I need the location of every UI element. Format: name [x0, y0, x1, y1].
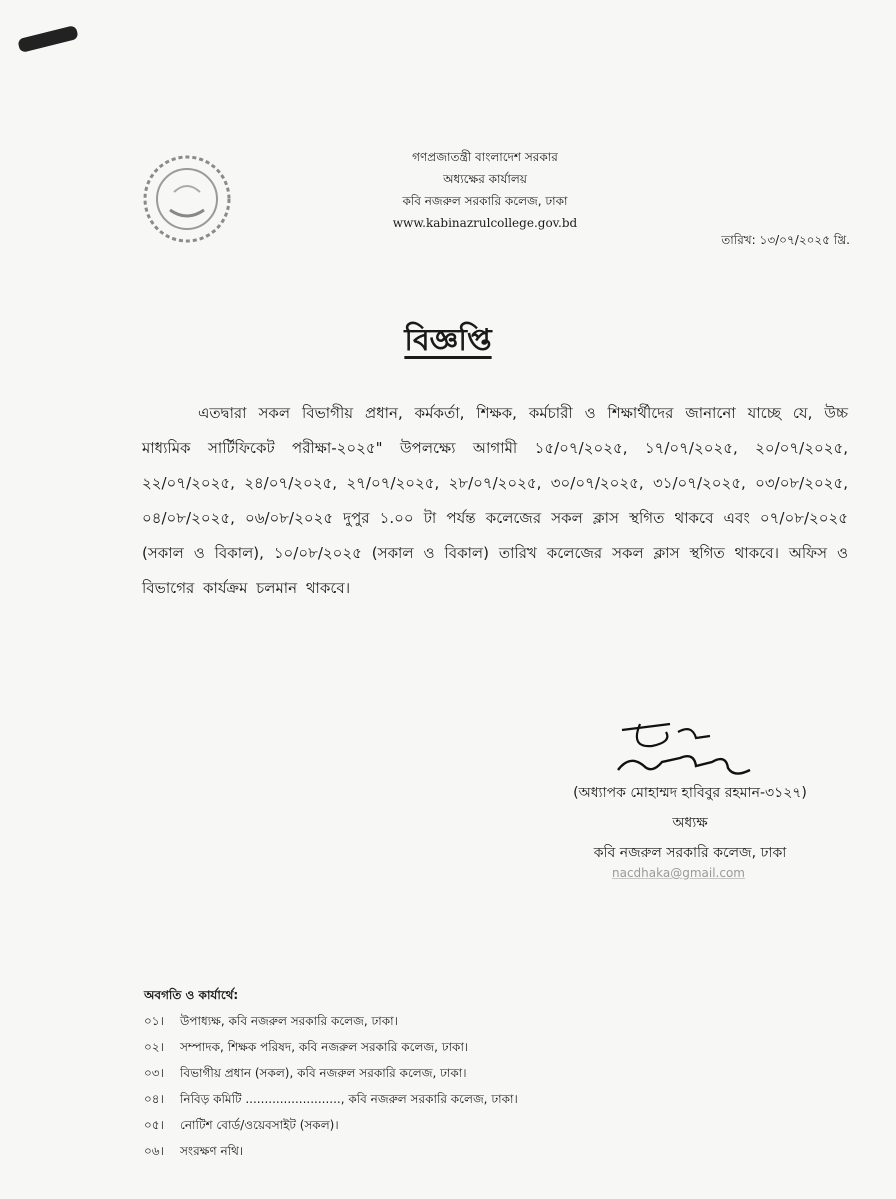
cc-title: অবগতি ও কার্যার্থে: [144, 988, 239, 1002]
list-item [144, 1008, 518, 1034]
cc-item-text: নোটিশ বোর্ড/ওয়েবসাইট (সকল)। [180, 1118, 339, 1132]
notice-title-wrap [0, 316, 896, 367]
signatory-name: (অধ্যাপক মোহাম্মদ হাবিবুর রহমান-৩১২৭) [573, 785, 807, 801]
notice-title: বিজ্ঞপ্তি [404, 323, 492, 358]
list-item [144, 1112, 518, 1138]
header-website: www.kabinazrulcollege.gov.bd [392, 216, 578, 230]
office-header [300, 146, 670, 234]
list-item [144, 1060, 518, 1086]
cc-list [144, 982, 518, 1164]
email-address: nacdhaka@gmail.com [612, 866, 745, 880]
header-government: গণপ্রজাতন্ত্রী বাংলাদেশ সরকার [412, 150, 558, 164]
cc-item-number: ০৪। [144, 1092, 164, 1106]
cc-item-text: সম্পাদক, শিক্ষক পরিষদ, কবি নজরুল সরকারি কলেজ, ঢাকা। [180, 1040, 469, 1054]
list-item [144, 1086, 518, 1112]
government-seal-icon [140, 152, 234, 246]
list-item [144, 1138, 518, 1164]
cc-item-number: ০২। [144, 1040, 164, 1054]
header-office: অধ্যক্ষের কার্যালয় [443, 172, 527, 186]
signatory-institution: কবি নজরুল সরকারি কলেজ, ঢাকা [593, 845, 787, 861]
cc-item-number: ০৫। [144, 1118, 164, 1132]
signatory-designation: অধ্যক্ষ [672, 815, 708, 831]
notice-body: এতদ্বারা সকল বিভাগীয় প্রধান, কর্মকর্তা, শিক্ষক, কর্মচারী ও শিক্ষার্থীদের জানানো যাচ্ছে যে, উচ্চ মাধ্যমিক সার্টিফিকেট পরীক্ষা-২০২৫" উপলক্ষ্যে আগামী ১৫/০৭/২০২৫, ১৭/০৭/২০২৫, ২০/০৭/২০২৫, ২২/০৭/২০২৫, ২৪/০৭/২০২৫, ২৭/০৭/২০২৫, ২৮/০৭/২০২৫, ৩০/০৭/২০২৫, ৩১/০৭/২০২৫, ০৩/০৮/২০২৫, ০৪/০৮/২০২৫, ০৬/০৮/২০২৫ দুপুর ১.০০ টা পর্যন্ত কলেজের সকল ক্লাস স্থগিত থাকবে এবং ০৭/০৮/২০২৫ (সকাল ও বিকাল), ১০/০৮/২০২৫ (সকাল ও বিকাল) তারিখ কলেজের সকল ক্লাস স্থগিত থাকবে। অফিস ও বিভাগের কার্যক্রম চলমান থাকবে। [142, 404, 848, 597]
cc-item-number: ০১। [144, 1014, 164, 1028]
cc-item-number: ০৬। [144, 1144, 164, 1158]
cc-item-number: ০৩। [144, 1066, 164, 1080]
signature-block [520, 778, 860, 868]
cc-item-text: সংরক্ষণ নথি। [180, 1144, 244, 1158]
pen-mark [17, 25, 79, 53]
header-college: কবি নজরুল সরকারি কলেজ, ঢাকা [402, 194, 568, 208]
cc-item-text: উপাধ্যক্ষ, কবি নজরুল সরকারি কলেজ, ঢাকা। [180, 1014, 398, 1028]
cc-item-text: নিবিড় কমিটি ........................., কবি নজরুল সরকারি কলেজ, ঢাকা। [180, 1092, 518, 1106]
cc-item-text: বিভাগীয় প্রধান (সকল), কবি নজরুল সরকারি কলেজ, ঢাকা। [180, 1066, 467, 1080]
list-item [144, 1034, 518, 1060]
notice-date: তারিখ: ১৩/০৭/২০২৫ খ্রি. [721, 233, 850, 247]
